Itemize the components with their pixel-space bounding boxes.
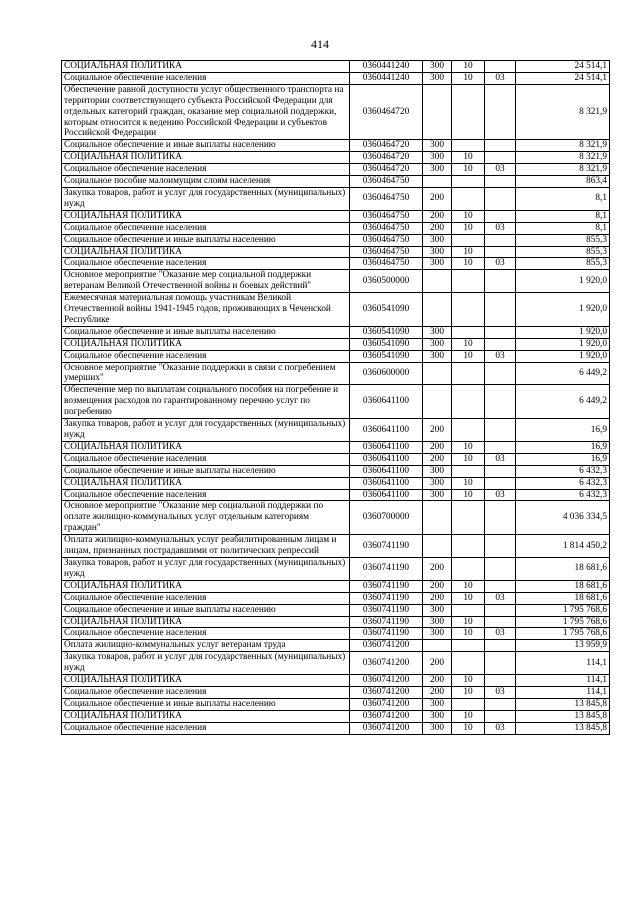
row-expense-type-cell (423, 385, 452, 419)
row-amount-cell: 114,1 (516, 652, 610, 675)
row-amount-cell: 6 449,2 (516, 362, 610, 385)
row-subsection-cell (485, 698, 516, 710)
row-name-cell: Социальное обеспечение и иные выплаты населению (62, 326, 350, 338)
row-section-cell: 10 (452, 441, 485, 453)
row-amount-cell: 8,1 (516, 210, 610, 222)
row-amount-cell: 855,3 (516, 234, 610, 246)
row-expense-type-cell: 300 (423, 604, 452, 616)
row-section-cell: 10 (452, 580, 485, 592)
row-section-cell: 10 (452, 628, 485, 640)
table-row (62, 222, 610, 234)
row-subsection-cell (485, 338, 516, 350)
row-subsection-cell (485, 557, 516, 580)
row-subsection-cell: 03 (485, 489, 516, 501)
row-code-cell: 0360464720 (350, 84, 423, 140)
row-section-cell (452, 326, 485, 338)
row-section-cell: 10 (452, 222, 485, 234)
row-code-cell: 0360700000 (350, 501, 423, 535)
row-section-cell: 10 (452, 350, 485, 362)
table-row (62, 501, 610, 535)
table-row (62, 234, 610, 246)
row-subsection-cell (485, 604, 516, 616)
table-row (62, 628, 610, 640)
row-expense-type-cell (423, 293, 452, 327)
table-row (62, 686, 610, 698)
row-subsection-cell: 03 (485, 222, 516, 234)
row-section-cell: 10 (452, 72, 485, 84)
row-amount-cell: 114,1 (516, 675, 610, 687)
row-name-cell: СОЦИАЛЬНАЯ ПОЛИТИКА (62, 152, 350, 164)
row-name-cell: СОЦИАЛЬНАЯ ПОЛИТИКА (62, 477, 350, 489)
table-row (62, 580, 610, 592)
row-name-cell: Закупка товаров, работ и услуг для государственных (муниципальных) нужд (62, 652, 350, 675)
table-row (62, 61, 610, 73)
row-expense-type-cell (423, 501, 452, 535)
row-subsection-cell (485, 270, 516, 293)
table-row (62, 592, 610, 604)
row-code-cell: 0360741200 (350, 722, 423, 734)
row-name-cell: Социальное обеспечение населения (62, 686, 350, 698)
table-row (62, 338, 610, 350)
row-amount-cell: 1 920,0 (516, 270, 610, 293)
row-expense-type-cell: 300 (423, 338, 452, 350)
budget-table-body (62, 61, 610, 735)
table-row (62, 164, 610, 176)
row-name-cell: Социальное обеспечение и иные выплаты населению (62, 604, 350, 616)
row-name-cell: Социальное обеспечение населения (62, 722, 350, 734)
table-row (62, 489, 610, 501)
row-code-cell: 0360541090 (350, 326, 423, 338)
row-amount-cell: 855,3 (516, 246, 610, 258)
row-amount-cell: 16,9 (516, 441, 610, 453)
row-expense-type-cell: 200 (423, 210, 452, 222)
row-expense-type-cell (423, 176, 452, 188)
row-name-cell: Социальное обеспечение и иные выплаты населению (62, 465, 350, 477)
row-amount-cell: 1 920,0 (516, 326, 610, 338)
table-row (62, 72, 610, 84)
row-subsection-cell (485, 501, 516, 535)
row-amount-cell: 1 920,0 (516, 350, 610, 362)
row-expense-type-cell: 200 (423, 675, 452, 687)
row-subsection-cell (485, 385, 516, 419)
row-amount-cell: 1 795 768,6 (516, 604, 610, 616)
row-expense-type-cell: 300 (423, 698, 452, 710)
row-code-cell: 0360741200 (350, 640, 423, 652)
row-section-cell (452, 385, 485, 419)
row-amount-cell: 1 920,0 (516, 293, 610, 327)
row-code-cell: 0360641100 (350, 489, 423, 501)
row-section-cell: 10 (452, 338, 485, 350)
row-amount-cell: 1 814 450,2 (516, 535, 610, 558)
row-name-cell: Социальное обеспечение населения (62, 592, 350, 604)
table-row (62, 652, 610, 675)
row-section-cell (452, 604, 485, 616)
row-code-cell: 0360464720 (350, 140, 423, 152)
row-expense-type-cell: 200 (423, 419, 452, 442)
table-row (62, 604, 610, 616)
row-amount-cell: 8,1 (516, 187, 610, 210)
row-subsection-cell (485, 580, 516, 592)
row-name-cell: Социальное пособие малоимущим слоям населения (62, 176, 350, 188)
row-code-cell: 0360500000 (350, 270, 423, 293)
row-amount-cell: 13 845,8 (516, 722, 610, 734)
row-subsection-cell (485, 465, 516, 477)
row-amount-cell: 1 795 768,6 (516, 628, 610, 640)
table-row (62, 477, 610, 489)
row-expense-type-cell: 200 (423, 652, 452, 675)
row-code-cell: 0360741190 (350, 628, 423, 640)
row-subsection-cell (485, 210, 516, 222)
row-expense-type-cell (423, 362, 452, 385)
row-code-cell: 0360741190 (350, 604, 423, 616)
row-name-cell: СОЦИАЛЬНАЯ ПОЛИТИКА (62, 441, 350, 453)
row-expense-type-cell: 300 (423, 61, 452, 73)
row-code-cell: 0360464720 (350, 152, 423, 164)
row-expense-type-cell: 200 (423, 187, 452, 210)
row-amount-cell: 24 514,1 (516, 61, 610, 73)
row-amount-cell: 8 321,9 (516, 140, 610, 152)
row-amount-cell: 6 432,3 (516, 465, 610, 477)
row-section-cell: 10 (452, 710, 485, 722)
row-amount-cell: 863,4 (516, 176, 610, 188)
table-row (62, 326, 610, 338)
row-name-cell: СОЦИАЛЬНАЯ ПОЛИТИКА (62, 338, 350, 350)
row-amount-cell: 16,9 (516, 419, 610, 442)
row-subsection-cell (485, 477, 516, 489)
table-row (62, 535, 610, 558)
row-name-cell: Социальное обеспечение населения (62, 258, 350, 270)
row-section-cell: 10 (452, 489, 485, 501)
row-subsection-cell (485, 652, 516, 675)
row-expense-type-cell: 300 (423, 140, 452, 152)
row-code-cell: 0360741190 (350, 592, 423, 604)
row-section-cell: 10 (452, 453, 485, 465)
table-row (62, 557, 610, 580)
row-subsection-cell (485, 152, 516, 164)
row-name-cell: Социальное обеспечение населения (62, 164, 350, 176)
row-section-cell (452, 362, 485, 385)
table-row (62, 362, 610, 385)
row-expense-type-cell: 300 (423, 477, 452, 489)
table-row (62, 385, 610, 419)
row-subsection-cell: 03 (485, 164, 516, 176)
row-code-cell: 0360464750 (350, 246, 423, 258)
table-row (62, 140, 610, 152)
table-row (62, 258, 610, 270)
row-expense-type-cell: 200 (423, 686, 452, 698)
row-name-cell: СОЦИАЛЬНАЯ ПОЛИТИКА (62, 580, 350, 592)
row-subsection-cell (485, 61, 516, 73)
row-code-cell: 0360641100 (350, 453, 423, 465)
row-subsection-cell (485, 176, 516, 188)
row-subsection-cell: 03 (485, 592, 516, 604)
row-section-cell (452, 140, 485, 152)
row-section-cell (452, 698, 485, 710)
row-name-cell: Оплата жилищно-коммунальных услуг реабилитированным лицам и лицам, признанных пострадавшими от политических репрессий (62, 535, 350, 558)
row-section-cell: 10 (452, 675, 485, 687)
row-amount-cell: 4 036 334,5 (516, 501, 610, 535)
table-row (62, 710, 610, 722)
row-expense-type-cell: 300 (423, 258, 452, 270)
row-subsection-cell (485, 362, 516, 385)
row-code-cell: 0360741190 (350, 616, 423, 628)
row-subsection-cell (485, 675, 516, 687)
row-name-cell: Социальное обеспечение и иные выплаты населению (62, 234, 350, 246)
row-expense-type-cell: 200 (423, 592, 452, 604)
row-section-cell: 10 (452, 164, 485, 176)
row-name-cell: Обеспечение мер по выплатам социального пособия на погребение и возмещения расходов по гарантированному перечню услуг по погребению (62, 385, 350, 419)
row-code-cell: 0360464750 (350, 176, 423, 188)
row-amount-cell: 8 321,9 (516, 164, 610, 176)
row-name-cell: Закупка товаров, работ и услуг для государственных (муниципальных) нужд (62, 187, 350, 210)
budget-table (61, 60, 610, 735)
row-subsection-cell (485, 326, 516, 338)
row-expense-type-cell: 200 (423, 453, 452, 465)
row-section-cell (452, 176, 485, 188)
row-expense-type-cell: 300 (423, 628, 452, 640)
row-name-cell: Основное мероприятие "Оказание мер социальной поддержки ветеранам Великой Отечественной войны и боевых действий" (62, 270, 350, 293)
row-name-cell: Социальное обеспечение и иные выплаты населению (62, 140, 350, 152)
row-amount-cell: 13 845,8 (516, 698, 610, 710)
row-expense-type-cell (423, 270, 452, 293)
table-row (62, 246, 610, 258)
row-section-cell (452, 501, 485, 535)
row-code-cell: 0360464750 (350, 187, 423, 210)
row-code-cell: 0360464720 (350, 164, 423, 176)
row-subsection-cell (485, 234, 516, 246)
row-name-cell: Социальное обеспечение населения (62, 222, 350, 234)
row-name-cell: Социальное обеспечение и иные выплаты населению (62, 698, 350, 710)
row-section-cell: 10 (452, 616, 485, 628)
row-subsection-cell (485, 535, 516, 558)
row-subsection-cell (485, 640, 516, 652)
row-section-cell (452, 187, 485, 210)
table-row (62, 419, 610, 442)
row-name-cell: СОЦИАЛЬНАЯ ПОЛИТИКА (62, 675, 350, 687)
row-amount-cell: 1 795 768,6 (516, 616, 610, 628)
row-name-cell: СОЦИАЛЬНАЯ ПОЛИТИКА (62, 710, 350, 722)
row-expense-type-cell: 200 (423, 441, 452, 453)
row-name-cell: Основное мероприятие "Оказание поддержки в связи с погребением умерших" (62, 362, 350, 385)
row-amount-cell: 18 681,6 (516, 580, 610, 592)
table-row (62, 270, 610, 293)
row-code-cell: 0360741200 (350, 698, 423, 710)
row-expense-type-cell: 300 (423, 616, 452, 628)
row-section-cell (452, 640, 485, 652)
row-amount-cell: 8 321,9 (516, 152, 610, 164)
row-subsection-cell: 03 (485, 72, 516, 84)
table-row (62, 675, 610, 687)
row-amount-cell: 114,1 (516, 686, 610, 698)
row-code-cell: 0360541090 (350, 350, 423, 362)
row-amount-cell: 16,9 (516, 453, 610, 465)
row-subsection-cell (485, 616, 516, 628)
row-subsection-cell (485, 140, 516, 152)
row-subsection-cell (485, 293, 516, 327)
row-expense-type-cell: 300 (423, 326, 452, 338)
row-code-cell: 0360464750 (350, 222, 423, 234)
row-section-cell (452, 270, 485, 293)
row-amount-cell: 13 845,8 (516, 710, 610, 722)
row-expense-type-cell: 300 (423, 722, 452, 734)
table-row (62, 293, 610, 327)
row-section-cell: 10 (452, 258, 485, 270)
row-name-cell: Социальное обеспечение населения (62, 489, 350, 501)
row-subsection-cell (485, 187, 516, 210)
row-section-cell: 10 (452, 210, 485, 222)
row-name-cell: Социальное обеспечение населения (62, 350, 350, 362)
row-name-cell: Социальное обеспечение населения (62, 72, 350, 84)
row-code-cell: 0360641100 (350, 465, 423, 477)
row-name-cell: Закупка товаров, работ и услуг для государственных (муниципальных) нужд (62, 419, 350, 442)
row-code-cell: 0360464750 (350, 234, 423, 246)
row-name-cell: СОЦИАЛЬНАЯ ПОЛИТИКА (62, 210, 350, 222)
table-row (62, 187, 610, 210)
table-row (62, 640, 610, 652)
row-code-cell: 0360741200 (350, 652, 423, 675)
table-row (62, 84, 610, 140)
row-code-cell: 0360441240 (350, 61, 423, 73)
row-code-cell: 0360741200 (350, 675, 423, 687)
row-amount-cell: 18 681,6 (516, 592, 610, 604)
row-amount-cell: 8,1 (516, 222, 610, 234)
row-section-cell (452, 293, 485, 327)
row-name-cell: Закупка товаров, работ и услуг для государственных (муниципальных) нужд (62, 557, 350, 580)
row-section-cell: 10 (452, 152, 485, 164)
row-subsection-cell: 03 (485, 258, 516, 270)
row-section-cell: 10 (452, 686, 485, 698)
row-code-cell: 0360641100 (350, 385, 423, 419)
row-expense-type-cell: 300 (423, 234, 452, 246)
row-subsection-cell: 03 (485, 350, 516, 362)
row-section-cell (452, 234, 485, 246)
row-name-cell: Ежемесячная материальная помощь участникам Великой Отечественной войны 1941-1945 годов, проживающих в Чеченской Республике (62, 293, 350, 327)
row-expense-type-cell: 300 (423, 152, 452, 164)
row-subsection-cell (485, 84, 516, 140)
row-code-cell: 0360541090 (350, 293, 423, 327)
row-section-cell (452, 557, 485, 580)
row-name-cell: СОЦИАЛЬНАЯ ПОЛИТИКА (62, 61, 350, 73)
row-subsection-cell: 03 (485, 686, 516, 698)
row-code-cell: 0360741200 (350, 686, 423, 698)
row-section-cell (452, 84, 485, 140)
table-row (62, 441, 610, 453)
row-amount-cell: 24 514,1 (516, 72, 610, 84)
row-name-cell: СОЦИАЛЬНАЯ ПОЛИТИКА (62, 246, 350, 258)
row-name-cell: Социальное обеспечение населения (62, 628, 350, 640)
table-row (62, 698, 610, 710)
row-name-cell: Обеспечение равной доступности услуг общественного транспорта на территории соответствующего субъекта Российской Федерации для отдельных категорий граждан, оказание мер социальной поддержки, которым относится к ведению Российской Федерации и субъектов Российской Федерации (62, 84, 350, 140)
row-expense-type-cell: 300 (423, 710, 452, 722)
row-name-cell: СОЦИАЛЬНАЯ ПОЛИТИКА (62, 616, 350, 628)
row-code-cell: 0360641100 (350, 419, 423, 442)
table-row (62, 176, 610, 188)
row-expense-type-cell: 200 (423, 557, 452, 580)
row-expense-type-cell: 300 (423, 246, 452, 258)
table-row (62, 616, 610, 628)
row-expense-type-cell: 300 (423, 489, 452, 501)
row-code-cell: 0360741190 (350, 557, 423, 580)
row-subsection-cell: 03 (485, 722, 516, 734)
row-code-cell: 0360741200 (350, 710, 423, 722)
page-number: 414 (311, 37, 329, 51)
row-amount-cell: 18 681,6 (516, 557, 610, 580)
row-expense-type-cell (423, 84, 452, 140)
row-code-cell: 0360741190 (350, 580, 423, 592)
row-amount-cell: 6 432,3 (516, 489, 610, 501)
row-subsection-cell (485, 710, 516, 722)
row-amount-cell: 13 959,9 (516, 640, 610, 652)
row-section-cell: 10 (452, 722, 485, 734)
table-row (62, 722, 610, 734)
row-name-cell: Социальное обеспечение населения (62, 453, 350, 465)
row-subsection-cell: 03 (485, 453, 516, 465)
row-expense-type-cell (423, 535, 452, 558)
table-row (62, 453, 610, 465)
row-expense-type-cell: 300 (423, 350, 452, 362)
row-section-cell: 10 (452, 246, 485, 258)
row-subsection-cell (485, 419, 516, 442)
row-expense-type-cell: 300 (423, 465, 452, 477)
row-code-cell: 0360641100 (350, 477, 423, 489)
row-code-cell: 0360741190 (350, 535, 423, 558)
row-amount-cell: 6 449,2 (516, 385, 610, 419)
row-section-cell: 10 (452, 477, 485, 489)
row-expense-type-cell: 200 (423, 580, 452, 592)
row-amount-cell: 6 432,3 (516, 477, 610, 489)
row-amount-cell: 8 321,9 (516, 84, 610, 140)
row-section-cell (452, 419, 485, 442)
row-code-cell: 0360464750 (350, 210, 423, 222)
row-code-cell: 0360641100 (350, 441, 423, 453)
row-expense-type-cell (423, 640, 452, 652)
row-section-cell (452, 465, 485, 477)
row-code-cell: 0360600000 (350, 362, 423, 385)
row-section-cell (452, 652, 485, 675)
table-row (62, 210, 610, 222)
row-amount-cell: 1 920,0 (516, 338, 610, 350)
table-row (62, 465, 610, 477)
row-subsection-cell: 03 (485, 628, 516, 640)
row-code-cell: 0360464750 (350, 258, 423, 270)
row-name-cell: Основное мероприятие "Оказание мер социальной поддержки по оплате жилищно-коммунальных услуг отдельным категориям граждан" (62, 501, 350, 535)
row-subsection-cell (485, 441, 516, 453)
row-section-cell: 10 (452, 61, 485, 73)
row-expense-type-cell: 300 (423, 72, 452, 84)
row-code-cell: 0360541090 (350, 338, 423, 350)
table-row (62, 350, 610, 362)
row-section-cell (452, 535, 485, 558)
row-expense-type-cell: 200 (423, 222, 452, 234)
row-expense-type-cell: 300 (423, 164, 452, 176)
table-row (62, 152, 610, 164)
row-code-cell: 0360441240 (350, 72, 423, 84)
row-name-cell: Оплата жилищно-коммунальных услуг ветеранам труда (62, 640, 350, 652)
row-subsection-cell (485, 246, 516, 258)
row-amount-cell: 855,3 (516, 258, 610, 270)
row-section-cell: 10 (452, 592, 485, 604)
